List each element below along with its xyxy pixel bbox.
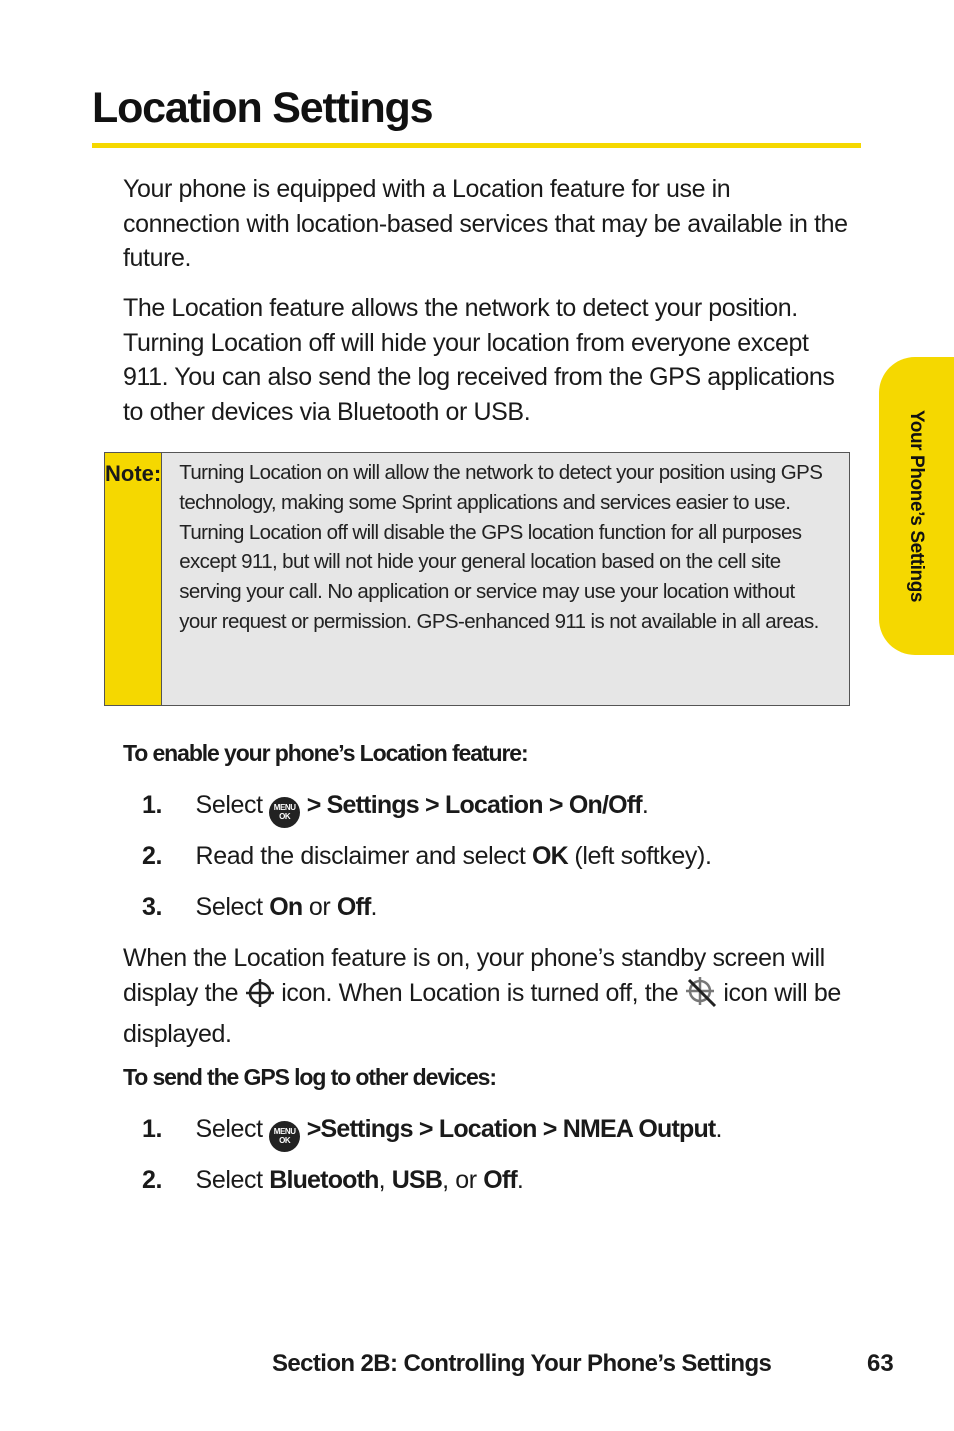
gps-heading: To send the GPS log to other devices: xyxy=(123,1064,496,1090)
location-on-icon xyxy=(245,978,275,1018)
enable-step-1: 1. Select MENU OK > Settings > Location > On/Off. xyxy=(142,791,648,828)
step-text: Select xyxy=(195,1115,263,1143)
note-label: Note: xyxy=(105,461,162,486)
gps-step-2: 2. Select Bluetooth, USB, or Off. xyxy=(142,1166,524,1194)
step-number: 1. xyxy=(142,791,163,819)
note-label-cell xyxy=(105,453,162,705)
status-icon-paragraph: When the Location feature is on, your phone’s standby screen will display the icon. When Location is turned off, the icon will be displayed. xyxy=(123,944,841,1048)
menu-path: >Settings > Location > NMEA Output xyxy=(306,1115,716,1143)
step-text: Read the disclaimer and select xyxy=(195,842,526,870)
side-tab-label: Your Phone’s Settings xyxy=(906,409,927,603)
enable-heading: To enable your phone’s Location feature: xyxy=(123,740,528,766)
note-text: Turning Location on will allow the network to detect your position using GPS technology, making some Sprint applications and services easier to use. Turning Location off will disable the GPS location function for all purposes except 911, but will not hide your general location based on the cell site serving your call. No application or service may use your location without your request or permission. GPS-enhanced 911 is not available in all areas. xyxy=(179,461,823,633)
title-underline xyxy=(92,143,861,148)
location-off-icon xyxy=(685,976,717,1018)
option-off: Off xyxy=(483,1166,517,1194)
menu-ok-key-icon: MENU OK xyxy=(269,1121,300,1152)
option-usb: USB xyxy=(391,1166,443,1194)
note-box xyxy=(104,452,850,706)
step-number: 2. xyxy=(142,1166,163,1194)
gps-step-1: 1. Select MENU OK >Settings > Location > NMEA Output. xyxy=(142,1115,722,1152)
option-off: Off xyxy=(336,893,371,921)
step-text: Select xyxy=(195,1166,263,1194)
menu-ok-key-icon: MENU OK xyxy=(269,797,300,828)
step-number: 2. xyxy=(142,842,163,870)
step-number: 1. xyxy=(142,1115,163,1143)
enable-step-2: 2. Read the disclaimer and select OK (left softkey). xyxy=(142,842,712,870)
step-number: 3. xyxy=(142,893,163,921)
page-number: 63 xyxy=(867,1350,894,1377)
option-bluetooth: Bluetooth xyxy=(269,1166,379,1194)
option-on: On xyxy=(269,893,303,921)
step-text: Select xyxy=(195,893,263,921)
ok-softkey-label: OK xyxy=(531,842,568,870)
menu-path: > Settings > Location > On/Off xyxy=(306,791,642,819)
enable-step-3: 3. Select On or Off. xyxy=(142,893,378,921)
location-paragraph: The Location feature allows the network to detect your position. Turning Location off will hide your location from everyone except 911. You can also send the log received from the GPS applications to other devices via Bluetooth or USB. xyxy=(123,294,835,426)
intro-paragraph: Your phone is equipped with a Location feature for use in connection with location-based services that may be available in the future. xyxy=(123,175,848,272)
page-title: Location Settings xyxy=(92,84,433,132)
step-text: Select xyxy=(195,791,263,819)
footer-section-title: Section 2B: Controlling Your Phone’s Settings xyxy=(272,1350,772,1377)
